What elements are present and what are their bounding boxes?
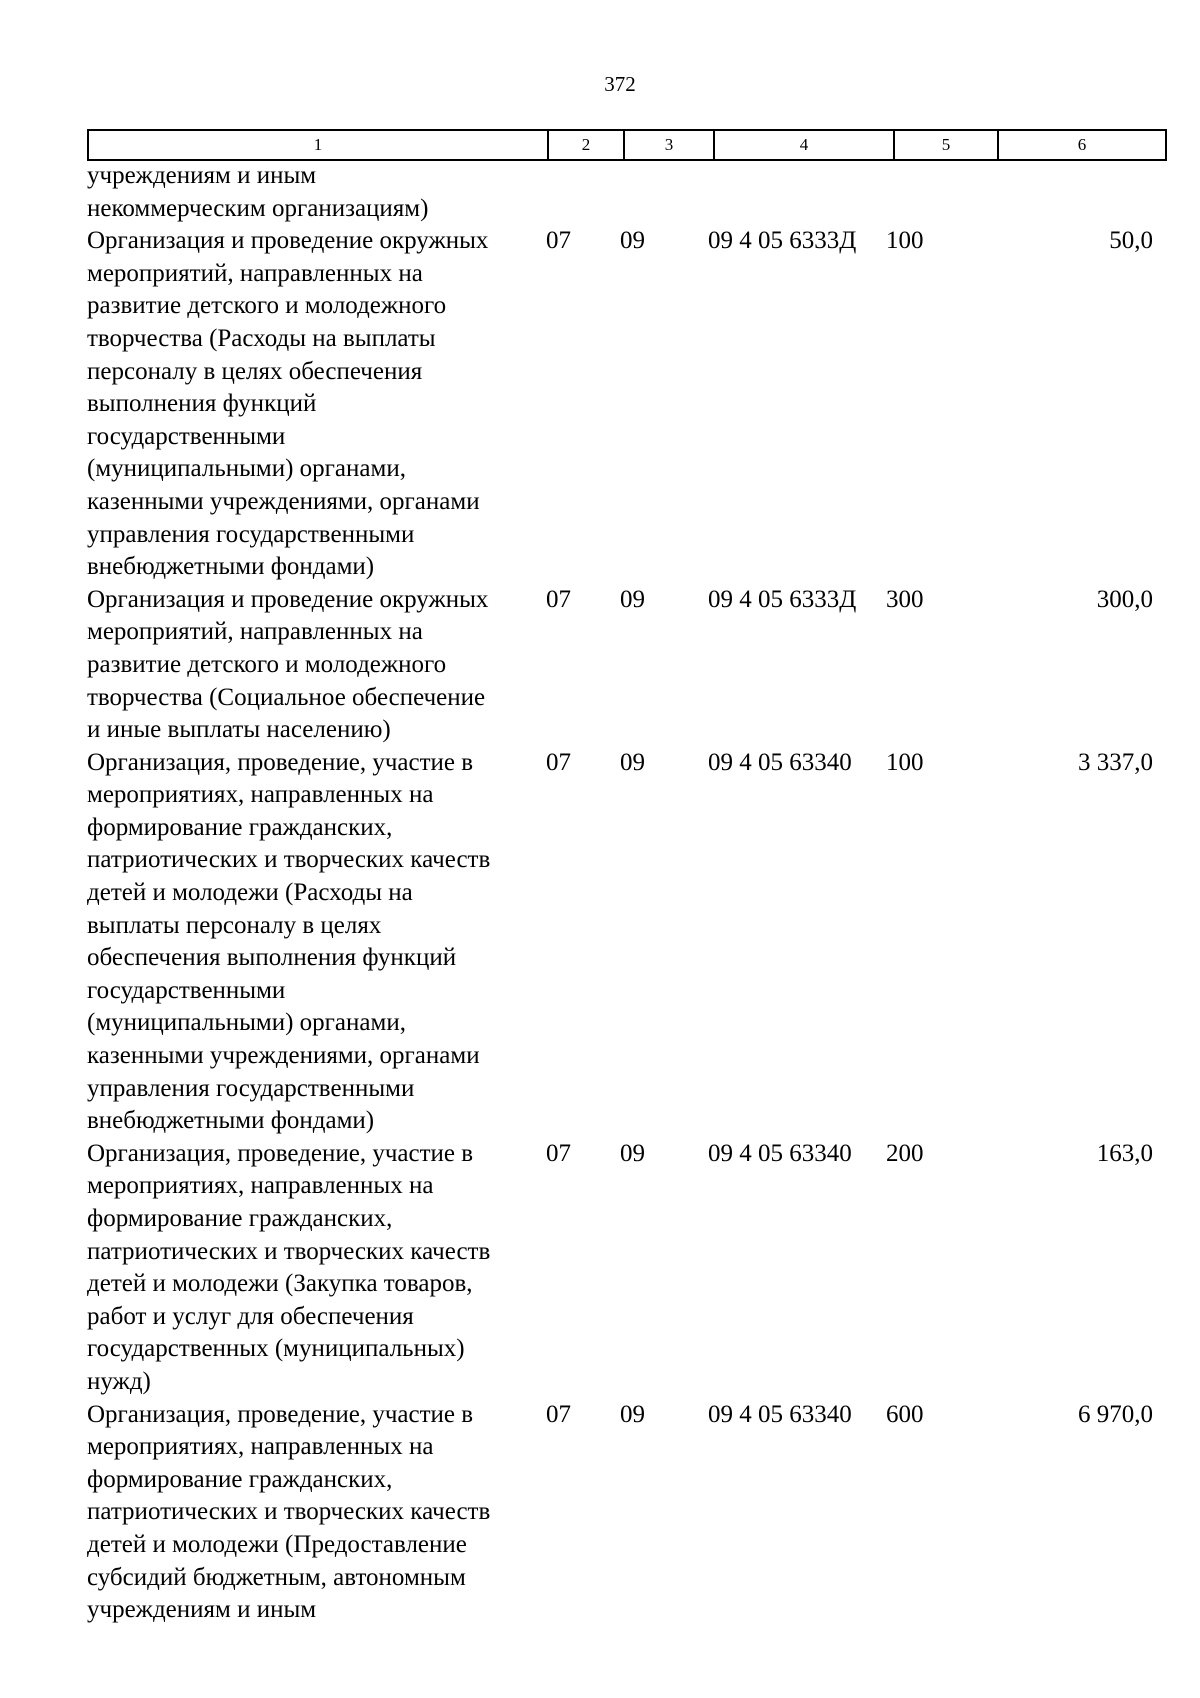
row-amount: 50,0 <box>1109 227 1153 255</box>
row-section: 07 <box>546 585 571 613</box>
row-amount: 6 970,0 <box>1078 1400 1153 1428</box>
row-section: 07 <box>546 748 571 776</box>
row-target-code: 09 4 05 63340 <box>708 1139 852 1167</box>
row-name: Организация и проведение окружных мероприятий, направленных на развитие детского и молодежного творчества (Социальное обеспечение и иные выплаты населению) <box>87 585 489 744</box>
row-amount: 300,0 <box>1096 585 1153 613</box>
table-row <box>87 584 1153 747</box>
row-section: 07 <box>546 227 571 255</box>
table-row <box>87 747 1153 1138</box>
row-name: Организация и проведение окружных мероприятий, направленных на развитие детского и молодежного творчества (Расходы на выплаты персоналу в целях обеспечения выполнения функций государственными (муниципальными) органами, казенными учреждениями, органами управления государственными внебюджетными фондами) <box>87 227 489 581</box>
page-number: 372 <box>604 72 636 96</box>
table-row <box>87 160 1153 225</box>
table-row <box>87 1399 1153 1627</box>
row-amount: 163,0 <box>1096 1139 1153 1167</box>
row-subsection: 09 <box>620 1400 645 1428</box>
row-target-code: 09 4 05 6333Д <box>708 227 857 255</box>
row-name: Организация, проведение, участие в мероприятиях, направленных на формирование гражданских, патриотических и творческих качеств детей и молодежи (Расходы на выплаты персоналу в целях обеспечения выполнения функций государственными (муниципальными) органами, казенными учреждениями, органами управления государственными внебюджетными фондами) <box>87 748 491 1135</box>
table-row <box>87 225 1153 584</box>
row-expense-type: 300 <box>886 585 924 613</box>
table-row <box>87 1138 1153 1399</box>
row-target-code: 09 4 05 63340 <box>708 748 852 776</box>
column-header-row <box>88 130 1166 160</box>
row-name: Организация, проведение, участие в мероприятиях, направленных на формирование гражданских, патриотических и творческих качеств детей и молодежи (Предоставление субсидий бюджетным, автономным учреждениям и иным <box>87 1400 491 1624</box>
row-name: учреждениям и иным некоммерческим организациям) <box>87 162 429 222</box>
row-expense-type: 100 <box>886 227 924 255</box>
row-section: 07 <box>546 1400 571 1428</box>
row-subsection: 09 <box>620 748 645 776</box>
row-target-code: 09 4 05 6333Д <box>708 585 857 613</box>
column-header-table <box>87 129 1167 161</box>
row-subsection: 09 <box>620 585 645 613</box>
row-subsection: 09 <box>620 227 645 255</box>
row-subsection: 09 <box>620 1139 645 1167</box>
row-expense-type: 600 <box>886 1400 924 1428</box>
column-header-2: 2 <box>548 130 624 160</box>
column-header-1: 1 <box>88 130 548 160</box>
column-header-6: 6 <box>998 130 1166 160</box>
table-body <box>87 160 1153 1627</box>
column-header-3: 3 <box>624 130 714 160</box>
column-header-5: 5 <box>894 130 998 160</box>
row-name: Организация, проведение, участие в мероприятиях, направленных на формирование гражданских, патриотических и творческих качеств детей и молодежи (Закупка товаров, работ и услуг для обеспечения государственных (муниципальных) нужд) <box>87 1139 491 1395</box>
row-amount: 3 337,0 <box>1078 748 1153 776</box>
row-expense-type: 200 <box>886 1139 924 1167</box>
column-header-4: 4 <box>714 130 894 160</box>
row-section: 07 <box>546 1139 571 1167</box>
row-expense-type: 100 <box>886 748 924 776</box>
row-target-code: 09 4 05 63340 <box>708 1400 852 1428</box>
